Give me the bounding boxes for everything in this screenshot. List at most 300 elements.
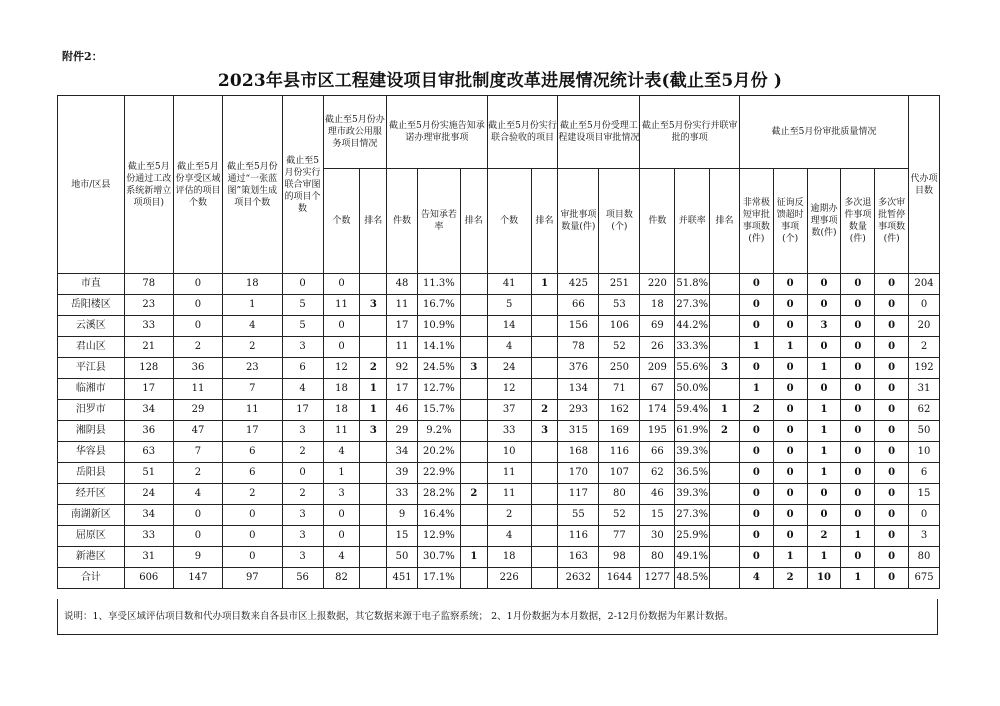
cell-notify-rank bbox=[460, 568, 487, 589]
cell-par-rate: 61.9% bbox=[675, 421, 710, 442]
cell-blueprint: 0 bbox=[223, 526, 282, 547]
cell-agent: 0 bbox=[909, 505, 940, 526]
cell-par-items: 80 bbox=[640, 547, 675, 568]
cell-muni-count: 18 bbox=[323, 379, 360, 400]
cell-eval: 47 bbox=[173, 421, 222, 442]
cell-joint-drawing: 4 bbox=[282, 379, 323, 400]
cell-q5: 0 bbox=[875, 274, 909, 295]
cell-joint-drawing: 3 bbox=[282, 505, 323, 526]
cell-q2: 1 bbox=[773, 337, 807, 358]
cell-notify-rate: 12.7% bbox=[417, 379, 460, 400]
header-notify-rank: 排名 bbox=[460, 169, 487, 274]
cell-joint-drawing: 56 bbox=[282, 568, 323, 589]
cell-eval: 4 bbox=[173, 484, 222, 505]
header-accept-rank: 排名 bbox=[531, 169, 558, 274]
cell-accept-count: 14 bbox=[487, 316, 531, 337]
cell-joint-drawing: 3 bbox=[282, 547, 323, 568]
cell-region: 君山区 bbox=[58, 337, 125, 358]
cell-notify-items: 11 bbox=[387, 337, 418, 358]
cell-accept-count: 37 bbox=[487, 400, 531, 421]
cell-notify-rate: 14.1% bbox=[417, 337, 460, 358]
cell-notify-rate: 16.7% bbox=[417, 295, 460, 316]
cell-projects: 71 bbox=[599, 379, 640, 400]
statistics-table bbox=[57, 95, 940, 589]
table-row bbox=[58, 421, 940, 442]
cell-region: 经开区 bbox=[58, 484, 125, 505]
cell-eval: 29 bbox=[173, 400, 222, 421]
cell-q3: 0 bbox=[807, 337, 841, 358]
cell-q3: 3 bbox=[807, 316, 841, 337]
table-body bbox=[58, 274, 940, 589]
cell-joint-drawing: 0 bbox=[282, 274, 323, 295]
cell-new: 78 bbox=[124, 274, 173, 295]
cell-accept-count: 4 bbox=[487, 526, 531, 547]
cell-q1: 0 bbox=[739, 421, 773, 442]
cell-notify-rate: 17.1% bbox=[417, 568, 460, 589]
cell-notify-items: 92 bbox=[387, 358, 418, 379]
cell-agent: 50 bbox=[909, 421, 940, 442]
cell-blueprint: 4 bbox=[223, 316, 282, 337]
table-row bbox=[58, 463, 940, 484]
cell-q2: 0 bbox=[773, 526, 807, 547]
cell-agent: 6 bbox=[909, 463, 940, 484]
cell-approval-items: 170 bbox=[558, 463, 599, 484]
cell-notify-items: 29 bbox=[387, 421, 418, 442]
cell-accept-rank bbox=[531, 295, 558, 316]
cell-projects: 116 bbox=[599, 442, 640, 463]
cell-q3: 1 bbox=[807, 463, 841, 484]
cell-q5: 0 bbox=[875, 505, 909, 526]
header-municipal-group: 截止至5月份办理市政公用服务项目情况 bbox=[323, 96, 387, 169]
cell-q1: 0 bbox=[739, 442, 773, 463]
cell-q1: 2 bbox=[739, 400, 773, 421]
cell-par-rate: 27.3% bbox=[675, 505, 710, 526]
cell-accept-rank: 2 bbox=[531, 400, 558, 421]
cell-muni-rank bbox=[360, 274, 387, 295]
cell-muni-count: 3 bbox=[323, 484, 360, 505]
cell-q4: 0 bbox=[841, 442, 875, 463]
cell-muni-rank: 3 bbox=[360, 295, 387, 316]
cell-eval: 2 bbox=[173, 337, 222, 358]
cell-muni-count: 82 bbox=[323, 568, 360, 589]
cell-par-items: 15 bbox=[640, 505, 675, 526]
cell-accept-rank bbox=[531, 568, 558, 589]
cell-notify-rate: 10.9% bbox=[417, 316, 460, 337]
cell-agent: 3 bbox=[909, 526, 940, 547]
cell-q5: 0 bbox=[875, 442, 909, 463]
cell-q4: 0 bbox=[841, 379, 875, 400]
cell-muni-rank bbox=[360, 337, 387, 358]
cell-par-rank bbox=[710, 505, 740, 526]
cell-accept-rank bbox=[531, 316, 558, 337]
table-row bbox=[58, 505, 940, 526]
cell-par-rate: 39.3% bbox=[675, 442, 710, 463]
cell-agent: 31 bbox=[909, 379, 940, 400]
cell-q3: 10 bbox=[807, 568, 841, 589]
cell-muni-rank: 1 bbox=[360, 379, 387, 400]
cell-notify-rank bbox=[460, 337, 487, 358]
cell-par-items: 209 bbox=[640, 358, 675, 379]
cell-approval-items: 78 bbox=[558, 337, 599, 358]
cell-q5: 0 bbox=[875, 316, 909, 337]
cell-q1: 1 bbox=[739, 379, 773, 400]
cell-muni-rank: 3 bbox=[360, 421, 387, 442]
cell-blueprint: 7 bbox=[223, 379, 282, 400]
cell-blueprint: 2 bbox=[223, 484, 282, 505]
cell-approval-items: 2632 bbox=[558, 568, 599, 589]
cell-q4: 1 bbox=[841, 568, 875, 589]
cell-approval-items: 66 bbox=[558, 295, 599, 316]
cell-par-items: 18 bbox=[640, 295, 675, 316]
cell-q1: 0 bbox=[739, 526, 773, 547]
cell-muni-rank: 1 bbox=[360, 400, 387, 421]
cell-notify-items: 48 bbox=[387, 274, 418, 295]
cell-q4: 0 bbox=[841, 463, 875, 484]
cell-joint-drawing: 5 bbox=[282, 295, 323, 316]
cell-projects: 250 bbox=[599, 358, 640, 379]
cell-new: 51 bbox=[124, 463, 173, 484]
cell-accept-count: 24 bbox=[487, 358, 531, 379]
cell-muni-count: 0 bbox=[323, 526, 360, 547]
header-q2: 征询反馈超时事项(个) bbox=[773, 169, 807, 274]
cell-par-rank bbox=[710, 274, 740, 295]
cell-q1: 0 bbox=[739, 484, 773, 505]
cell-new: 34 bbox=[124, 400, 173, 421]
page-title: 2023年县市区工程建设项目审批制度改革进展情况统计表(截止至5月份 ) bbox=[217, 71, 783, 91]
header-muni-count: 个数 bbox=[323, 169, 360, 274]
cell-accept-count: 41 bbox=[487, 274, 531, 295]
header-notify-group: 截止至5月份实施告知承诺办理审批事项 bbox=[387, 96, 488, 169]
cell-q1: 1 bbox=[739, 337, 773, 358]
cell-agent: 15 bbox=[909, 484, 940, 505]
cell-agent: 192 bbox=[909, 358, 940, 379]
cell-approval-items: 134 bbox=[558, 379, 599, 400]
cell-joint-drawing: 6 bbox=[282, 358, 323, 379]
cell-agent: 20 bbox=[909, 316, 940, 337]
cell-notify-rate: 30.7% bbox=[417, 547, 460, 568]
header-q5: 多次审批暂停事项数(件) bbox=[875, 169, 909, 274]
cell-notify-rank: 3 bbox=[460, 358, 487, 379]
cell-blueprint: 0 bbox=[223, 505, 282, 526]
table-row bbox=[58, 484, 940, 505]
cell-notify-rate: 20.2% bbox=[417, 442, 460, 463]
cell-agent: 80 bbox=[909, 547, 940, 568]
cell-par-items: 30 bbox=[640, 526, 675, 547]
cell-accept-rank bbox=[531, 526, 558, 547]
cell-q4: 0 bbox=[841, 358, 875, 379]
cell-new: 17 bbox=[124, 379, 173, 400]
table-row bbox=[58, 274, 940, 295]
cell-q1: 0 bbox=[739, 358, 773, 379]
header-blueprint: 截止至5月份通过“一张蓝图”策划生成项目个数 bbox=[223, 96, 282, 274]
cell-par-items: 69 bbox=[640, 316, 675, 337]
cell-q4: 0 bbox=[841, 421, 875, 442]
cell-region: 平江县 bbox=[58, 358, 125, 379]
cell-q2: 0 bbox=[773, 463, 807, 484]
cell-notify-rank bbox=[460, 400, 487, 421]
cell-notify-rate: 28.2% bbox=[417, 484, 460, 505]
header-approval-items: 审批事项数量(件) bbox=[558, 169, 599, 274]
cell-par-items: 174 bbox=[640, 400, 675, 421]
cell-approval-items: 376 bbox=[558, 358, 599, 379]
cell-approval-items: 55 bbox=[558, 505, 599, 526]
cell-accept-count: 2 bbox=[487, 505, 531, 526]
cell-notify-rate: 22.9% bbox=[417, 463, 460, 484]
cell-par-rank bbox=[710, 547, 740, 568]
cell-q5: 0 bbox=[875, 421, 909, 442]
cell-q2: 1 bbox=[773, 547, 807, 568]
cell-blueprint: 1 bbox=[223, 295, 282, 316]
cell-par-rank bbox=[710, 526, 740, 547]
header-par-items: 件数 bbox=[640, 169, 675, 274]
cell-accept-count: 18 bbox=[487, 547, 531, 568]
cell-notify-items: 11 bbox=[387, 295, 418, 316]
cell-q1: 0 bbox=[739, 547, 773, 568]
cell-region: 云溪区 bbox=[58, 316, 125, 337]
cell-q5: 0 bbox=[875, 379, 909, 400]
cell-q3: 0 bbox=[807, 274, 841, 295]
cell-eval: 0 bbox=[173, 505, 222, 526]
header-agent: 代办项目数 bbox=[909, 96, 940, 274]
cell-new: 23 bbox=[124, 295, 173, 316]
cell-q3: 1 bbox=[807, 358, 841, 379]
cell-region: 临湘市 bbox=[58, 379, 125, 400]
cell-notify-items: 17 bbox=[387, 379, 418, 400]
cell-q1: 0 bbox=[739, 295, 773, 316]
cell-new: 63 bbox=[124, 442, 173, 463]
header-q4: 多次退件事项数量(件) bbox=[841, 169, 875, 274]
attachment-label: 附件2： bbox=[62, 50, 103, 63]
cell-q2: 0 bbox=[773, 442, 807, 463]
cell-notify-rank bbox=[460, 442, 487, 463]
cell-region: 汨罗市 bbox=[58, 400, 125, 421]
cell-muni-count: 18 bbox=[323, 400, 360, 421]
cell-accept-rank bbox=[531, 463, 558, 484]
cell-agent: 2 bbox=[909, 337, 940, 358]
cell-joint-drawing: 5 bbox=[282, 316, 323, 337]
cell-new: 33 bbox=[124, 316, 173, 337]
cell-q1: 0 bbox=[739, 505, 773, 526]
cell-q4: 0 bbox=[841, 484, 875, 505]
cell-par-rate: 44.2% bbox=[675, 316, 710, 337]
cell-muni-count: 12 bbox=[323, 358, 360, 379]
header-joint-drawing: 截止至5月份实行联合审图的项目个数 bbox=[282, 96, 323, 274]
header-notify-rate: 告知承若率 bbox=[417, 169, 460, 274]
cell-region: 市直 bbox=[58, 274, 125, 295]
cell-muni-count: 0 bbox=[323, 274, 360, 295]
cell-q5: 0 bbox=[875, 547, 909, 568]
cell-q5: 0 bbox=[875, 337, 909, 358]
cell-q4: 0 bbox=[841, 295, 875, 316]
cell-region: 南湖新区 bbox=[58, 505, 125, 526]
cell-q5: 0 bbox=[875, 358, 909, 379]
cell-muni-count: 4 bbox=[323, 547, 360, 568]
cell-accept-rank: 3 bbox=[531, 421, 558, 442]
header-quality-group: 截止至5月份审批质量情况 bbox=[739, 96, 908, 169]
cell-approval-items: 315 bbox=[558, 421, 599, 442]
cell-joint-drawing: 0 bbox=[282, 463, 323, 484]
cell-region: 新港区 bbox=[58, 547, 125, 568]
header-parallel-group: 截止至5月份实行并联审批的事项 bbox=[640, 96, 739, 169]
cell-q3: 1 bbox=[807, 421, 841, 442]
cell-par-rank bbox=[710, 316, 740, 337]
cell-par-rank: 3 bbox=[710, 358, 740, 379]
cell-region: 华容县 bbox=[58, 442, 125, 463]
cell-projects: 1644 bbox=[599, 568, 640, 589]
cell-projects: 106 bbox=[599, 316, 640, 337]
cell-notify-rate: 12.9% bbox=[417, 526, 460, 547]
cell-par-rate: 48.5% bbox=[675, 568, 710, 589]
cell-muni-count: 4 bbox=[323, 442, 360, 463]
cell-q4: 0 bbox=[841, 505, 875, 526]
cell-par-items: 1277 bbox=[640, 568, 675, 589]
cell-new: 21 bbox=[124, 337, 173, 358]
cell-q2: 0 bbox=[773, 400, 807, 421]
cell-eval: 9 bbox=[173, 547, 222, 568]
cell-par-rank bbox=[710, 568, 740, 589]
cell-par-rate: 55.6% bbox=[675, 358, 710, 379]
cell-q2: 0 bbox=[773, 358, 807, 379]
cell-eval: 11 bbox=[173, 379, 222, 400]
cell-agent: 204 bbox=[909, 274, 940, 295]
cell-notify-rank bbox=[460, 274, 487, 295]
cell-notify-rank bbox=[460, 316, 487, 337]
cell-par-rate: 39.3% bbox=[675, 484, 710, 505]
cell-notify-rank bbox=[460, 463, 487, 484]
table-row bbox=[58, 442, 940, 463]
cell-region: 岳阳县 bbox=[58, 463, 125, 484]
table-row-total bbox=[58, 568, 940, 589]
cell-eval: 2 bbox=[173, 463, 222, 484]
cell-q3: 1 bbox=[807, 400, 841, 421]
cell-q2: 0 bbox=[773, 316, 807, 337]
cell-blueprint: 17 bbox=[223, 421, 282, 442]
cell-notify-rank bbox=[460, 421, 487, 442]
cell-notify-rank: 2 bbox=[460, 484, 487, 505]
cell-projects: 53 bbox=[599, 295, 640, 316]
cell-q2: 0 bbox=[773, 379, 807, 400]
header-region: 地市/区县 bbox=[58, 96, 125, 274]
cell-notify-items: 34 bbox=[387, 442, 418, 463]
cell-approval-items: 156 bbox=[558, 316, 599, 337]
cell-notify-rank bbox=[460, 526, 487, 547]
cell-projects: 80 bbox=[599, 484, 640, 505]
cell-accept-count: 226 bbox=[487, 568, 531, 589]
cell-accept-rank bbox=[531, 505, 558, 526]
cell-blueprint: 18 bbox=[223, 274, 282, 295]
cell-new: 128 bbox=[124, 358, 173, 379]
cell-q2: 0 bbox=[773, 295, 807, 316]
cell-approval-items: 116 bbox=[558, 526, 599, 547]
cell-projects: 52 bbox=[599, 337, 640, 358]
header-regional-eval: 截止至5月份享受区域评估的项目个数 bbox=[173, 96, 222, 274]
cell-q3: 1 bbox=[807, 442, 841, 463]
cell-region: 湘阴县 bbox=[58, 421, 125, 442]
cell-q4: 0 bbox=[841, 400, 875, 421]
cell-q5: 0 bbox=[875, 568, 909, 589]
cell-new: 36 bbox=[124, 421, 173, 442]
cell-q1: 0 bbox=[739, 274, 773, 295]
cell-accept-rank bbox=[531, 358, 558, 379]
cell-blueprint: 23 bbox=[223, 358, 282, 379]
cell-q3: 0 bbox=[807, 505, 841, 526]
cell-projects: 52 bbox=[599, 505, 640, 526]
cell-par-items: 66 bbox=[640, 442, 675, 463]
cell-projects: 251 bbox=[599, 274, 640, 295]
cell-blueprint: 6 bbox=[223, 463, 282, 484]
cell-joint-drawing: 2 bbox=[282, 484, 323, 505]
footnote: 说明：1、享受区域评估项目数和代办项目数来自各县市区上报数据，其它数据来源于电子监察系统； 2、1月份数据为本月数据，2-12月份数据为年累计数据。 bbox=[57, 599, 938, 635]
cell-notify-items: 9 bbox=[387, 505, 418, 526]
cell-q5: 0 bbox=[875, 484, 909, 505]
cell-muni-rank bbox=[360, 316, 387, 337]
header-muni-rank: 排名 bbox=[360, 169, 387, 274]
cell-muni-count: 0 bbox=[323, 505, 360, 526]
cell-par-rate: 27.3% bbox=[675, 295, 710, 316]
cell-notify-items: 39 bbox=[387, 463, 418, 484]
cell-blueprint: 6 bbox=[223, 442, 282, 463]
cell-par-rank bbox=[710, 379, 740, 400]
cell-accept-count: 10 bbox=[487, 442, 531, 463]
cell-q4: 1 bbox=[841, 526, 875, 547]
cell-q3: 2 bbox=[807, 526, 841, 547]
table-row bbox=[58, 526, 940, 547]
cell-new: 31 bbox=[124, 547, 173, 568]
cell-notify-rank: 1 bbox=[460, 547, 487, 568]
cell-accept-rank bbox=[531, 547, 558, 568]
table-row bbox=[58, 400, 940, 421]
cell-approval-items: 163 bbox=[558, 547, 599, 568]
header-par-rank: 排名 bbox=[710, 169, 740, 274]
cell-muni-rank bbox=[360, 442, 387, 463]
cell-blueprint: 2 bbox=[223, 337, 282, 358]
cell-eval: 0 bbox=[173, 316, 222, 337]
cell-q4: 0 bbox=[841, 547, 875, 568]
cell-agent: 10 bbox=[909, 442, 940, 463]
cell-joint-drawing: 2 bbox=[282, 442, 323, 463]
cell-q4: 0 bbox=[841, 274, 875, 295]
cell-new: 24 bbox=[124, 484, 173, 505]
cell-agent: 0 bbox=[909, 295, 940, 316]
cell-par-items: 26 bbox=[640, 337, 675, 358]
cell-region: 合计 bbox=[58, 568, 125, 589]
cell-muni-count: 11 bbox=[323, 421, 360, 442]
cell-notify-rank bbox=[460, 295, 487, 316]
table-row bbox=[58, 379, 940, 400]
cell-notify-rank bbox=[460, 379, 487, 400]
cell-par-rate: 25.9% bbox=[675, 526, 710, 547]
cell-accept-count: 5 bbox=[487, 295, 531, 316]
cell-notify-rate: 24.5% bbox=[417, 358, 460, 379]
cell-q3: 0 bbox=[807, 379, 841, 400]
cell-par-rate: 33.3% bbox=[675, 337, 710, 358]
cell-q1: 0 bbox=[739, 316, 773, 337]
cell-muni-rank bbox=[360, 505, 387, 526]
cell-notify-items: 33 bbox=[387, 484, 418, 505]
cell-par-rank: 1 bbox=[710, 400, 740, 421]
cell-notify-rate: 9.2% bbox=[417, 421, 460, 442]
cell-par-rank bbox=[710, 295, 740, 316]
header-joint-accept-group: 截止至5月份实行联合验收的项目 bbox=[487, 96, 558, 169]
cell-par-rank bbox=[710, 337, 740, 358]
header-project-count: 项目数(个) bbox=[599, 169, 640, 274]
cell-par-rate: 36.5% bbox=[675, 463, 710, 484]
cell-par-rank bbox=[710, 442, 740, 463]
cell-accept-count: 11 bbox=[487, 463, 531, 484]
cell-q2: 0 bbox=[773, 274, 807, 295]
cell-eval: 0 bbox=[173, 526, 222, 547]
cell-notify-rank bbox=[460, 505, 487, 526]
